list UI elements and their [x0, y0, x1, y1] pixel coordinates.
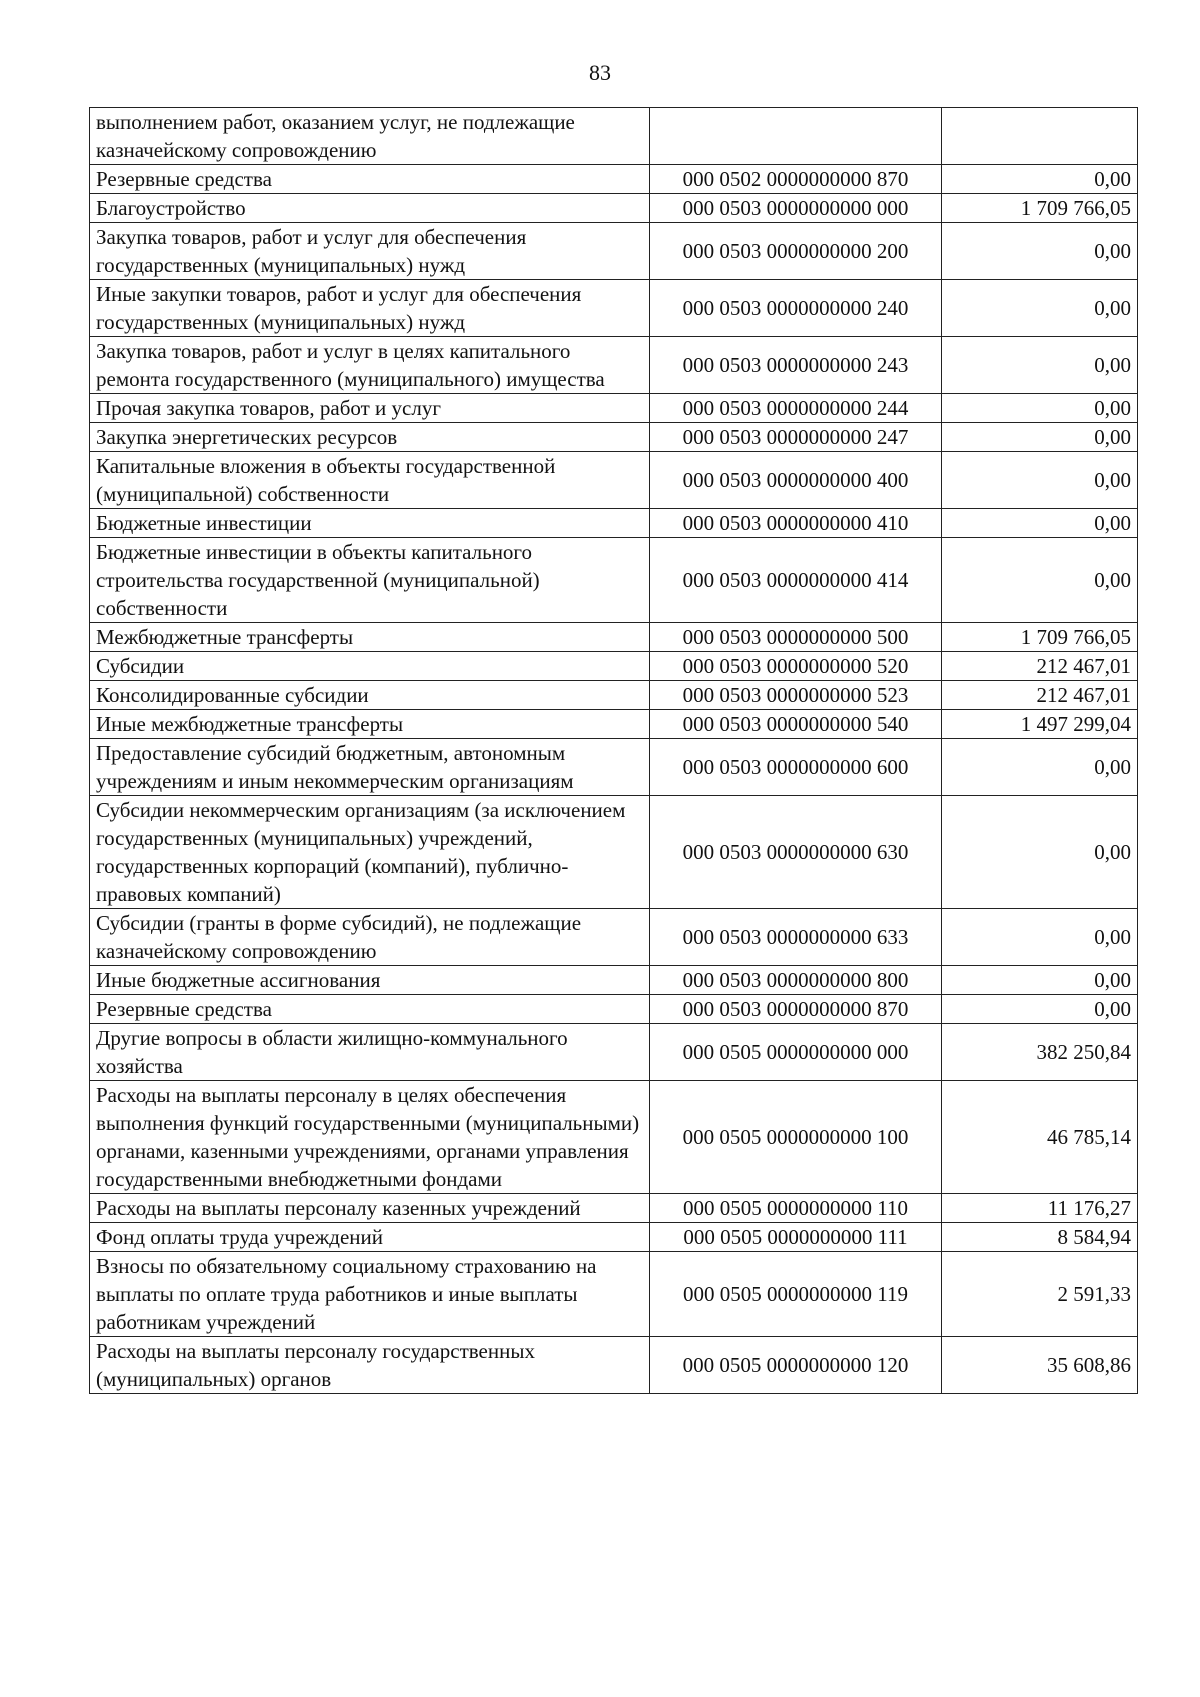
row-name: выполнением работ, оказанием услуг, не подлежащие казначейскому сопровождению — [90, 108, 650, 165]
row-amount: 0,00 — [942, 394, 1138, 423]
table-row — [90, 108, 1138, 165]
table-row — [90, 280, 1138, 337]
table-row — [90, 538, 1138, 623]
row-code: 000 0503 0000000000 520 — [650, 652, 942, 681]
row-name: Благоустройство — [90, 194, 650, 223]
table-row — [90, 909, 1138, 966]
row-code: 000 0503 0000000000 500 — [650, 623, 942, 652]
row-name: Предоставление субсидий бюджетным, автономным учреждениям и иным некоммерческим организациям — [90, 739, 650, 796]
row-amount: 0,00 — [942, 280, 1138, 337]
row-amount: 0,00 — [942, 423, 1138, 452]
row-code: 000 0502 0000000000 870 — [650, 165, 942, 194]
row-name: Субсидии некоммерческим организациям (за исключением государственных (муниципальных) учреждений, государственных корпораций (компаний), публично-правовых компаний) — [90, 796, 650, 909]
row-amount: 0,00 — [942, 538, 1138, 623]
table-row — [90, 796, 1138, 909]
table-row — [90, 452, 1138, 509]
row-code: 000 0503 0000000000 633 — [650, 909, 942, 966]
row-code: 000 0503 0000000000 247 — [650, 423, 942, 452]
row-amount: 0,00 — [942, 739, 1138, 796]
row-name: Расходы на выплаты персоналу государственных (муниципальных) органов — [90, 1337, 650, 1394]
table-row — [90, 1337, 1138, 1394]
row-name: Фонд оплаты труда учреждений — [90, 1223, 650, 1252]
table-row — [90, 966, 1138, 995]
table-row — [90, 1081, 1138, 1194]
row-name: Другие вопросы в области жилищно-коммунального хозяйства — [90, 1024, 650, 1081]
row-amount: 0,00 — [942, 966, 1138, 995]
row-name: Иные межбюджетные трансферты — [90, 710, 650, 739]
row-code: 000 0503 0000000000 244 — [650, 394, 942, 423]
table-row — [90, 1223, 1138, 1252]
row-amount: 0,00 — [942, 337, 1138, 394]
table-row — [90, 394, 1138, 423]
row-amount: 1 497 299,04 — [942, 710, 1138, 739]
row-amount: 35 608,86 — [942, 1337, 1138, 1394]
table-row — [90, 681, 1138, 710]
budget-table — [89, 107, 1138, 1394]
row-name: Закупка товаров, работ и услуг для обеспечения государственных (муниципальных) нужд — [90, 223, 650, 280]
table-row — [90, 337, 1138, 394]
row-amount: 0,00 — [942, 165, 1138, 194]
row-amount: 46 785,14 — [942, 1081, 1138, 1194]
table-row — [90, 165, 1138, 194]
row-name: Взносы по обязательному социальному страхованию на выплаты по оплате труда работников и иные выплаты работникам учреждений — [90, 1252, 650, 1337]
table-row — [90, 509, 1138, 538]
table-row — [90, 623, 1138, 652]
table-row — [90, 739, 1138, 796]
row-name: Бюджетные инвестиции в объекты капитального строительства государственной (муниципальной) собственности — [90, 538, 650, 623]
row-amount: 0,00 — [942, 796, 1138, 909]
row-code: 000 0503 0000000000 523 — [650, 681, 942, 710]
row-code: 000 0503 0000000000 240 — [650, 280, 942, 337]
row-code: 000 0503 0000000000 243 — [650, 337, 942, 394]
table-row — [90, 194, 1138, 223]
row-code: 000 0503 0000000000 400 — [650, 452, 942, 509]
row-amount: 0,00 — [942, 909, 1138, 966]
row-name: Консолидированные субсидии — [90, 681, 650, 710]
row-code: 000 0505 0000000000 100 — [650, 1081, 942, 1194]
row-code: 000 0505 0000000000 110 — [650, 1194, 942, 1223]
row-name: Закупка товаров, работ и услуг в целях капитального ремонта государственного (муниципального) имущества — [90, 337, 650, 394]
row-amount: 382 250,84 — [942, 1024, 1138, 1081]
row-name: Иные закупки товаров, работ и услуг для обеспечения государственных (муниципальных) нужд — [90, 280, 650, 337]
table-row — [90, 1194, 1138, 1223]
row-code: 000 0505 0000000000 000 — [650, 1024, 942, 1081]
table-row — [90, 710, 1138, 739]
row-name: Резервные средства — [90, 995, 650, 1024]
row-code: 000 0505 0000000000 111 — [650, 1223, 942, 1252]
table-row — [90, 423, 1138, 452]
row-code: 000 0503 0000000000 200 — [650, 223, 942, 280]
row-code: 000 0505 0000000000 119 — [650, 1252, 942, 1337]
row-code: 000 0503 0000000000 410 — [650, 509, 942, 538]
row-amount: 2 591,33 — [942, 1252, 1138, 1337]
row-code: 000 0503 0000000000 870 — [650, 995, 942, 1024]
row-amount: 1 709 766,05 — [942, 194, 1138, 223]
table-row — [90, 223, 1138, 280]
table-row — [90, 995, 1138, 1024]
row-name: Субсидии (гранты в форме субсидий), не подлежащие казначейскому сопровождению — [90, 909, 650, 966]
row-name: Закупка энергетических ресурсов — [90, 423, 650, 452]
row-name: Субсидии — [90, 652, 650, 681]
table-row — [90, 1252, 1138, 1337]
row-amount: 0,00 — [942, 223, 1138, 280]
table-row — [90, 1024, 1138, 1081]
row-amount: 1 709 766,05 — [942, 623, 1138, 652]
row-amount: 0,00 — [942, 509, 1138, 538]
row-name: Капитальные вложения в объекты государственной (муниципальной) собственности — [90, 452, 650, 509]
row-code: 000 0503 0000000000 000 — [650, 194, 942, 223]
row-amount: 11 176,27 — [942, 1194, 1138, 1223]
row-code: 000 0505 0000000000 120 — [650, 1337, 942, 1394]
row-name: Прочая закупка товаров, работ и услуг — [90, 394, 650, 423]
row-code: 000 0503 0000000000 414 — [650, 538, 942, 623]
row-code: 000 0503 0000000000 540 — [650, 710, 942, 739]
row-code — [650, 108, 942, 165]
row-name: Расходы на выплаты персоналу казенных учреждений — [90, 1194, 650, 1223]
row-amount: 212 467,01 — [942, 681, 1138, 710]
table-row — [90, 652, 1138, 681]
row-amount: 212 467,01 — [942, 652, 1138, 681]
page-number: 83 — [589, 60, 611, 85]
row-amount: 8 584,94 — [942, 1223, 1138, 1252]
row-code: 000 0503 0000000000 600 — [650, 739, 942, 796]
row-name: Резервные средства — [90, 165, 650, 194]
row-name: Иные бюджетные ассигнования — [90, 966, 650, 995]
row-name: Расходы на выплаты персоналу в целях обеспечения выполнения функций государственными (муниципальными) органами, казенными учреждениями, органами управления государственными внебюджетными фондами — [90, 1081, 650, 1194]
row-amount: 0,00 — [942, 995, 1138, 1024]
row-code: 000 0503 0000000000 800 — [650, 966, 942, 995]
row-code: 000 0503 0000000000 630 — [650, 796, 942, 909]
row-name: Бюджетные инвестиции — [90, 509, 650, 538]
row-amount — [942, 108, 1138, 165]
row-name: Межбюджетные трансферты — [90, 623, 650, 652]
row-amount: 0,00 — [942, 452, 1138, 509]
